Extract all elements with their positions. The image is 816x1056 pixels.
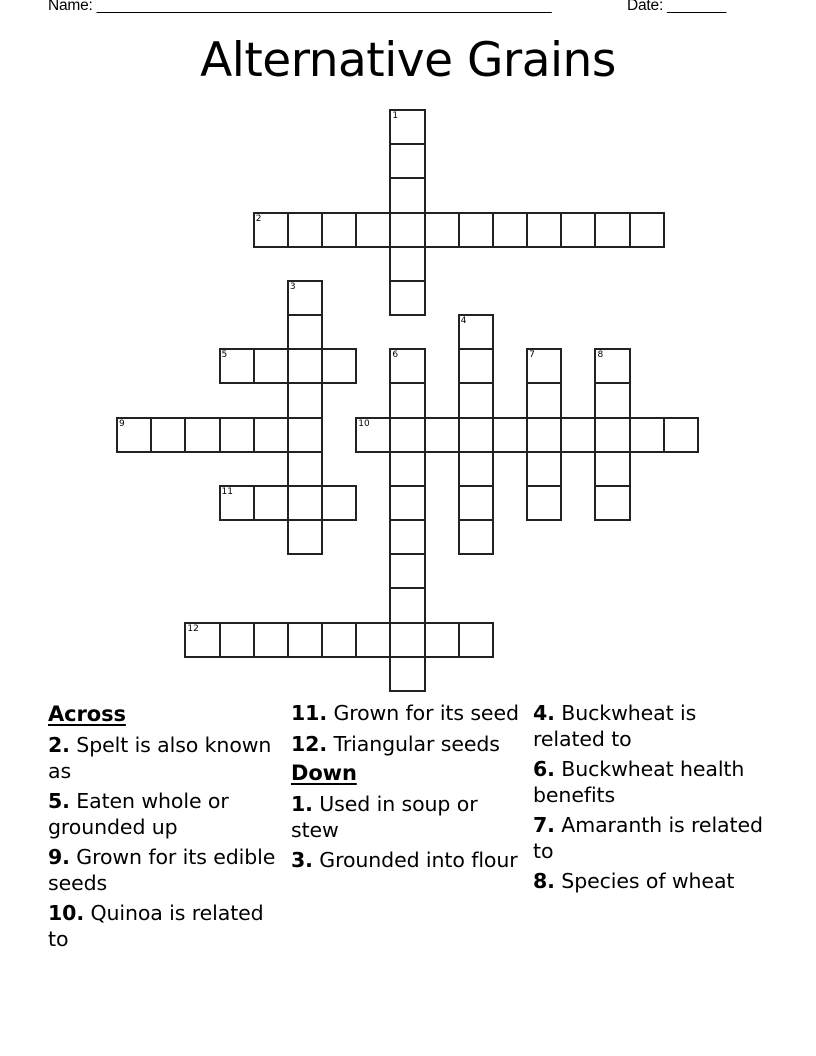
grid-cell[interactable]: [219, 622, 255, 658]
grid-cell[interactable]: [458, 519, 494, 555]
clue-number: 1: [392, 111, 399, 121]
grid-cell[interactable]: [526, 212, 562, 248]
header-row: [0, 0, 816, 19]
grid-cell[interactable]: [389, 553, 425, 589]
grid-cell[interactable]: [389, 177, 425, 213]
grid-cell[interactable]: [253, 212, 289, 248]
grid-cell[interactable]: [355, 417, 391, 453]
grid-cell[interactable]: [663, 417, 699, 453]
clue-number: 5: [221, 350, 228, 361]
grid-cell[interactable]: [389, 143, 425, 179]
clue-number: 8: [597, 350, 604, 361]
grid-cell[interactable]: [287, 348, 323, 384]
grid-cell[interactable]: [389, 656, 425, 692]
grid-cell[interactable]: [526, 348, 562, 384]
grid-cell[interactable]: [458, 622, 494, 658]
grid-cell[interactable]: [424, 212, 460, 248]
grid-cell[interactable]: [389, 246, 425, 282]
clue-number: 7: [529, 350, 535, 361]
grid-cell[interactable]: [150, 417, 186, 453]
name-field[interactable]: Name: ______________________________________________________: [48, 0, 552, 14]
grid-cell[interactable]: [219, 417, 255, 453]
crossword-grid: [117, 110, 698, 691]
grid-cell[interactable]: [389, 451, 425, 487]
clue-down-4: 4. Buckwheat is related to: [533, 701, 697, 751]
clue-number: 6: [392, 350, 399, 361]
grid-cell[interactable]: [526, 485, 562, 521]
clue-number: 4: [460, 316, 467, 327]
clue-number: 9: [119, 418, 125, 429]
grid-cell[interactable]: [389, 587, 425, 623]
clues-column-3: [533, 701, 773, 900]
grid-cell[interactable]: [287, 519, 323, 555]
grid-cell[interactable]: [321, 212, 357, 248]
grid-cell[interactable]: [287, 451, 323, 487]
clue-down-1: 1. Used in soup or stew: [291, 792, 478, 842]
grid-cell[interactable]: [389, 417, 425, 453]
grid-cell[interactable]: [526, 451, 562, 487]
grid-cell[interactable]: [253, 348, 289, 384]
grid-cell[interactable]: [458, 417, 494, 453]
grid-cell[interactable]: [594, 485, 630, 521]
clue-down-7: 7. Amaranth is related to: [533, 813, 763, 863]
clue-number: 2: [255, 213, 262, 224]
down-heading: Down: [291, 761, 357, 785]
grid-cell[interactable]: [389, 212, 425, 248]
grid-cell[interactable]: [287, 314, 323, 350]
clue-down-8: 8. Species of wheat: [533, 869, 735, 893]
grid-cell[interactable]: [219, 348, 255, 384]
grid-cell[interactable]: [594, 382, 630, 418]
grid-cell[interactable]: [287, 485, 323, 521]
clue-down-6: 6. Buckwheat health benefits: [533, 757, 745, 807]
grid-cell[interactable]: [116, 417, 152, 453]
grid-cell[interactable]: [321, 622, 357, 658]
grid-cell[interactable]: [458, 348, 494, 384]
clue-down-3: 3. Grounded into flour: [291, 848, 518, 872]
grid-cell[interactable]: [458, 451, 494, 487]
grid-cell[interactable]: [594, 348, 630, 384]
clue-number: 10: [358, 418, 370, 429]
grid-cell[interactable]: [389, 109, 425, 145]
grid-cell[interactable]: [389, 348, 425, 384]
grid-cell[interactable]: [389, 622, 425, 658]
grid-cell[interactable]: [424, 417, 460, 453]
grid-cell[interactable]: [287, 212, 323, 248]
grid-cell[interactable]: [389, 519, 425, 555]
grid-cell[interactable]: [389, 280, 425, 316]
grid-cell[interactable]: [219, 485, 255, 521]
grid-cell[interactable]: [389, 382, 425, 418]
clue-number: 12: [187, 623, 199, 634]
grid-cell[interactable]: [526, 417, 562, 453]
grid-cell[interactable]: [492, 212, 528, 248]
grid-cell[interactable]: [355, 622, 391, 658]
grid-cell[interactable]: [253, 485, 289, 521]
grid-cell[interactable]: [253, 622, 289, 658]
grid-cell[interactable]: [458, 382, 494, 418]
grid-cell[interactable]: [629, 212, 665, 248]
grid-cell[interactable]: [492, 417, 528, 453]
grid-cell[interactable]: [184, 622, 220, 658]
grid-cell[interactable]: [594, 212, 630, 248]
grid-cell[interactable]: [253, 417, 289, 453]
clues-column-2: [291, 701, 526, 879]
date-field[interactable]: Date: _______: [627, 0, 727, 14]
grid-cell[interactable]: [287, 280, 323, 316]
grid-cell[interactable]: [594, 451, 630, 487]
grid-cell[interactable]: [526, 382, 562, 418]
grid-cell[interactable]: [389, 485, 425, 521]
grid-cell[interactable]: [458, 314, 494, 350]
clue-across-2: 2. Spelt is also known as: [48, 733, 272, 783]
grid-cell[interactable]: [287, 417, 323, 453]
clues-column-1: [48, 701, 283, 957]
grid-cell[interactable]: [184, 417, 220, 453]
grid-cell[interactable]: [321, 485, 357, 521]
grid-cell[interactable]: [458, 212, 494, 248]
grid-cell[interactable]: [629, 417, 665, 453]
across-heading: Across: [48, 702, 126, 726]
page-title: Alternative Grains: [200, 33, 616, 88]
grid-cell[interactable]: [458, 485, 494, 521]
clue-across-9: 9. Grown for its edible seeds: [48, 845, 276, 895]
grid-cell[interactable]: [560, 212, 596, 248]
clue-number: 3: [289, 281, 296, 292]
grid-cell[interactable]: [321, 348, 357, 384]
clue-across-5: 5. Eaten whole or grounded up: [48, 789, 229, 839]
grid-cell[interactable]: [287, 622, 323, 658]
grid-cell[interactable]: [560, 417, 596, 453]
clue-across-11: 11. Grown for its seed: [291, 701, 519, 725]
grid-cell[interactable]: [594, 417, 630, 453]
grid-cell[interactable]: [355, 212, 391, 248]
grid-cell[interactable]: [287, 382, 323, 418]
clue-across-12: 12. Triangular seeds: [291, 731, 500, 756]
clue-number: 11: [221, 486, 233, 497]
clue-across-10: 10. Quinoa is related to: [48, 901, 264, 951]
grid-cell[interactable]: [424, 622, 460, 658]
